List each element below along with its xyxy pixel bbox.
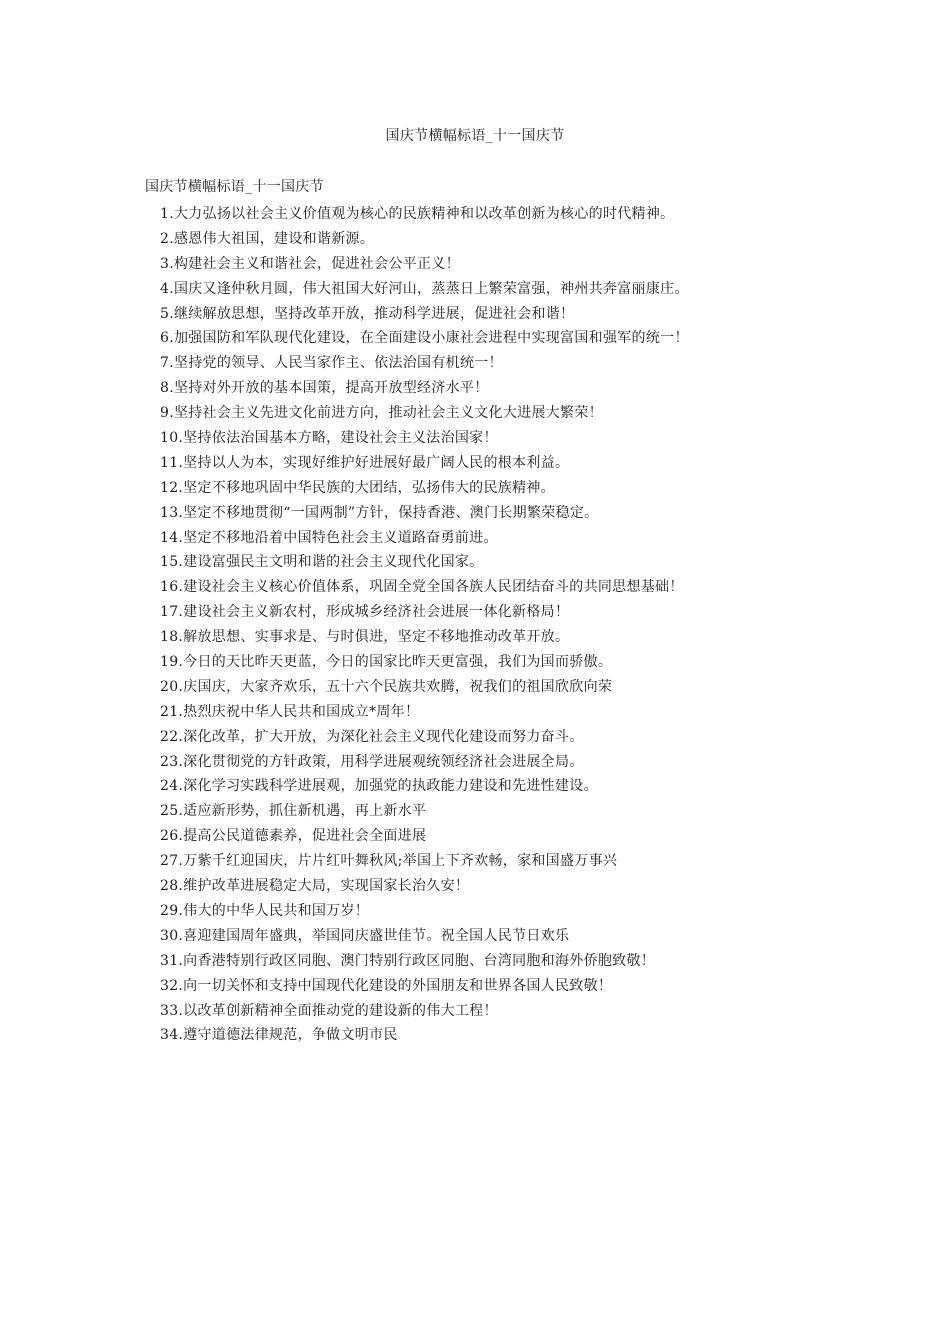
list-item: 16.建设社会主义核心价值体系，巩固全党全国各族人民团结奋斗的共同思想基础！ bbox=[160, 579, 684, 596]
slogan-list bbox=[160, 202, 689, 1048]
list-item: 32.向一切关怀和支持中国现代化建设的外国朋友和世界各国人民致敬！ bbox=[160, 977, 613, 994]
list-item: 5.继续解放思想，坚持改革开放，推动科学进展，促进社会和谐！ bbox=[160, 305, 575, 322]
list-item: 34.遵守道德法律规范，争做文明市民 bbox=[160, 1027, 398, 1044]
list-item: 1.大力弘扬以社会主义价值观为核心的民族精神和以改革创新为核心的时代精神。 bbox=[160, 206, 675, 222]
list-item: 2.感恩伟大祖国，建设和谐新源。 bbox=[160, 230, 375, 247]
list-item: 4.国庆又逢仲秋月圆，伟大祖国大好河山，蒸蒸日上繁荣富强，神州共奔富丽康庄。 bbox=[160, 280, 689, 297]
list-item: 19.今日的天比昨天更蓝，今日的国家比昨天更富强，我们为国而骄傲。 bbox=[160, 654, 613, 671]
list-item: 31.向香港特别行政区同胞、澳门特别行政区同胞、台湾同胞和海外侨胞致敬！ bbox=[160, 952, 656, 969]
list-item: 26.提高公民道德素养，促进社会全面进展 bbox=[160, 828, 427, 845]
list-item: 21.热烈庆祝中华人民共和国成立*周年！ bbox=[160, 703, 420, 720]
list-item: 14.坚定不移地沿着中国特色社会主义道路奋勇前进。 bbox=[160, 529, 498, 546]
list-item: 20.庆国庆，大家齐欢乐，五十六个民族共欢腾，祝我们的祖国欣欣向荣 bbox=[160, 678, 613, 695]
list-item: 6.加强国防和军队现代化建设，在全面建设小康社会进程中实现富国和强军的统一！ bbox=[160, 330, 689, 347]
list-item: 25.适应新形势，抓住新机遇，再上新水平 bbox=[160, 803, 427, 820]
list-item: 27.万紫千红迎国庆，片片红叶舞秋风;举国上下齐欢畅，家和国盛万事兴 bbox=[160, 853, 618, 870]
list-item: 30.喜迎建国周年盛典，举国同庆盛世佳节。祝全国人民节日欢乐 bbox=[160, 927, 570, 944]
list-item: 33.以改革创新精神全面推动党的建设新的伟大工程！ bbox=[160, 1002, 498, 1019]
list-item: 24.深化学习实践科学进展观，加强党的执政能力建设和先进性建设。 bbox=[160, 778, 598, 795]
list-item: 18.解放思想、实事求是、与时俱进，坚定不移地推动改革开放。 bbox=[160, 629, 570, 646]
list-item: 13.坚定不移地贯彻“一国两制”方针，保持香港、澳门长期繁荣稳定。 bbox=[160, 504, 599, 521]
list-item: 15.建设富强民主文明和谐的社会主义现代化国家。 bbox=[160, 554, 484, 571]
list-item: 29.伟大的中华人民共和国万岁！ bbox=[160, 902, 370, 919]
list-item: 28.维护改革进展稳定大局，实现国家长治久安！ bbox=[160, 878, 470, 895]
document-subtitle: 国庆节横幅标语_十一国庆节 bbox=[145, 179, 324, 195]
document-title: 国庆节横幅标语_十一国庆节 bbox=[385, 128, 565, 144]
list-item: 10.坚持依法治国基本方略，建设社会主义法治国家！ bbox=[160, 430, 498, 447]
list-item: 7.坚持党的领导、人民当家作主、依法治国有机统一！ bbox=[160, 355, 503, 372]
list-item: 22.深化改革，扩大开放，为深化社会主义现代化建设而努力奋斗。 bbox=[160, 728, 584, 745]
list-item: 11.坚持以人为本，实现好维护好进展好最广阔人民的根本利益。 bbox=[160, 454, 570, 471]
list-item: 3.构建社会主义和谐社会，促进社会公平正义！ bbox=[160, 255, 460, 272]
list-item: 9.坚持社会主义先进文化前进方向，推动社会主义文化大进展大繁荣！ bbox=[160, 405, 603, 422]
list-item: 12.坚定不移地巩固中华民族的大团结，弘扬伟大的民族精神。 bbox=[160, 479, 555, 496]
list-item: 8.坚持对外开放的基本国策，提高开放型经济水平！ bbox=[160, 380, 489, 397]
list-item: 23.深化贯彻党的方针政策，用科学进展观统领经济社会进展全局。 bbox=[160, 753, 584, 770]
list-item: 17.建设社会主义新农村，形成城乡经济社会进展一体化新格局！ bbox=[160, 604, 570, 621]
